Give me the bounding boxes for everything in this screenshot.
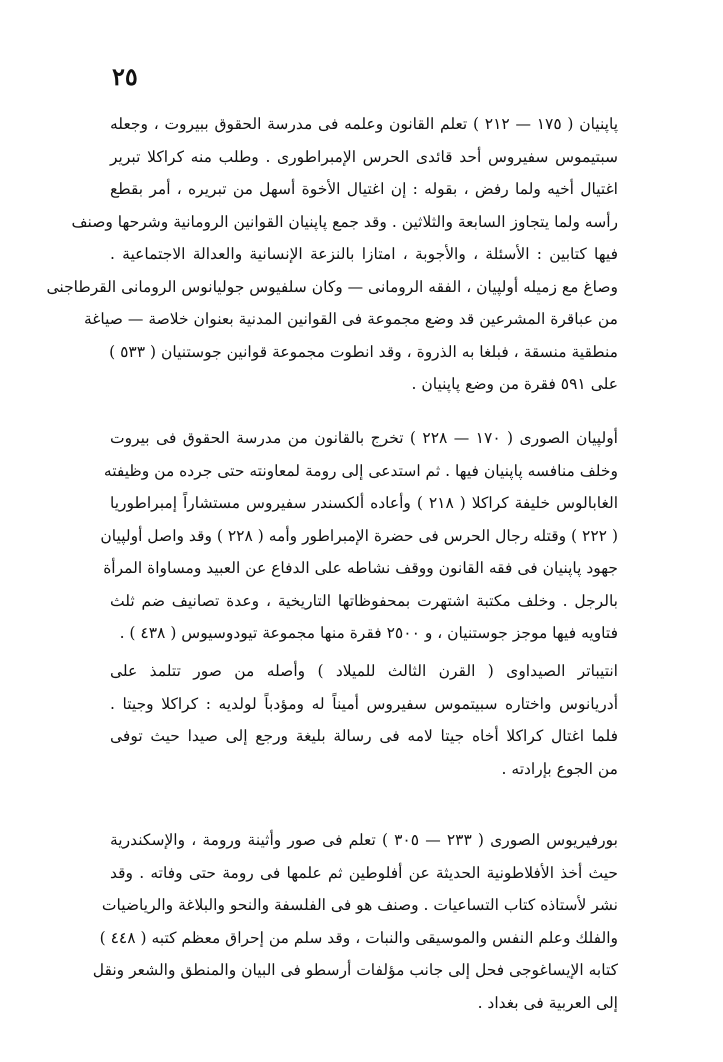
paragraph-papinian (46, 108, 619, 401)
text-line: نشر لأستاذه كتاب التساعيات . وصنف هو فى الفلسفة والنحو والبلاغة والرياضيات (101, 896, 618, 914)
text-line: فيها كتابين : الأسئلة ، والأجوبة ، امتازا بالنزعة الإنسانية والعدالة الاجتماعية . (110, 245, 618, 263)
text-line: جهود پاپنیان فى فقه القانون ووقف نشاطه على الدفاع عن العبيد ومساواة المرأة (103, 559, 618, 577)
text-line: أولپیان الصورى ( ١٧٠ — ٢٢٨ ) تخرج بالقانون من مدرسة الحقوق فى بيروت (110, 429, 618, 447)
text-line: إلى العربية فى بغداد . (477, 993, 618, 1012)
text-line: وخلف منافسه پاپنیان فيها . ثم استدعى إلى رومة لمعاونته حتى جرده من وظيفته (103, 461, 618, 480)
text-line: كتابه الإيساغوجى فحل إلى جانب مؤلفات أرسطو فى البيان والمنطق والشعر ونقل (92, 961, 618, 979)
text-line: رأسه ولما يتجاوز السابعة والثلاثين . وقد جمع پاپنیان القوانين الرومانية وشرحها وصنف (71, 212, 618, 231)
text-line: من عباقرة المشرعين قد وضع مجموعة فى القوانين المدنية بعنوان خلاصة — صياغة (83, 310, 618, 328)
text-line: الغابالوس خليفة كراكلا ( ٢١٨ ) وأعاده ألكسندر سفيروس مستشاراً إمبراطوريا (110, 494, 618, 512)
text-line: على ٥٩١ فقرة من وضع پاپنیان . (411, 375, 618, 393)
paragraph-ulpian (100, 422, 618, 650)
text-line: أدريانوس واختاره سبيتموس سفيروس أميناً له ومؤدباً لولديه : كراكلا وجيتا . (110, 694, 618, 713)
text-line: فتاويه فيها موجز جوستنيان ، و ٢٥٠٠ فقرة منها مجموعة تيودوسيوس ( ٤٣٨ ) . (119, 624, 618, 642)
text-line: بالرجل . وخلف مكتبة اشتهرت بمحفوظاتها التاريخية ، وعدة تصانيف ضم ثلث (110, 591, 618, 610)
text-line: فلما اغتال كراكلا أخاه جيتا لامه فى رسالة بليغة ورجع إلى صيدا حيث توفى (110, 727, 618, 745)
text-line: انتيباتر الصيداوى ( القرن الثالث للميلاد ) وأصله من صور تتلمذ على (110, 662, 618, 680)
text-line: وصاغ مع زميله أولپیان ، الفقه الرومانى — وكان سلفيوس جوليانوس الرومانى القرطاجنى (46, 277, 618, 296)
text-line: سبتيموس سفيروس أحد قائدى الحرس الإمبراطورى . وطلب منه كراكلا تبرير (110, 147, 618, 166)
paragraph-porphyry (92, 824, 618, 1019)
text-line: والفلك وعلم النفس والموسيقى والنبات ، وقد سلم من إحراق معظم كتبه ( ٤٤٨ ) (99, 928, 618, 947)
text-line: اغتيال أخيه ولما رفض ، بقوله : إن اغتيال الأخوة أسهل من تبريره ، أمر بقطع (110, 180, 618, 198)
text-line: بورفيريوس الصورى ( ٢٣٣ — ٣٠٥ ) تعلم فى صور وأثينة ورومة ، والإسكندرية (110, 831, 618, 849)
paragraph-antipater (110, 655, 618, 785)
page-number: ٢٥ (112, 62, 138, 91)
text-line: ( ٢٢٢ ) وقتله رجال الحرس فى حضرة الإمبراطور وأمه ( ٢٢٨ ) وقد واصل أولپیان (100, 526, 618, 545)
text-line: پاپنیان ( ١٧٥ — ٢١٢ ) تعلم القانون وعلمه فى مدرسة الحقوق ببيروت ، وجعله (110, 115, 619, 133)
text-line: منطقية منسقة ، فبلغا به الذروة ، وقد انطوت مجموعة قوانين جوستنيان ( ٥٣٣ ) (109, 342, 618, 361)
text-line: من الجوع بإرادته . (501, 759, 618, 778)
text-line: حيث أخذ الأفلاطونية الحديثة عن أفلوطين ثم علمها فى رومة حتى وفاته . وقد (110, 863, 618, 882)
